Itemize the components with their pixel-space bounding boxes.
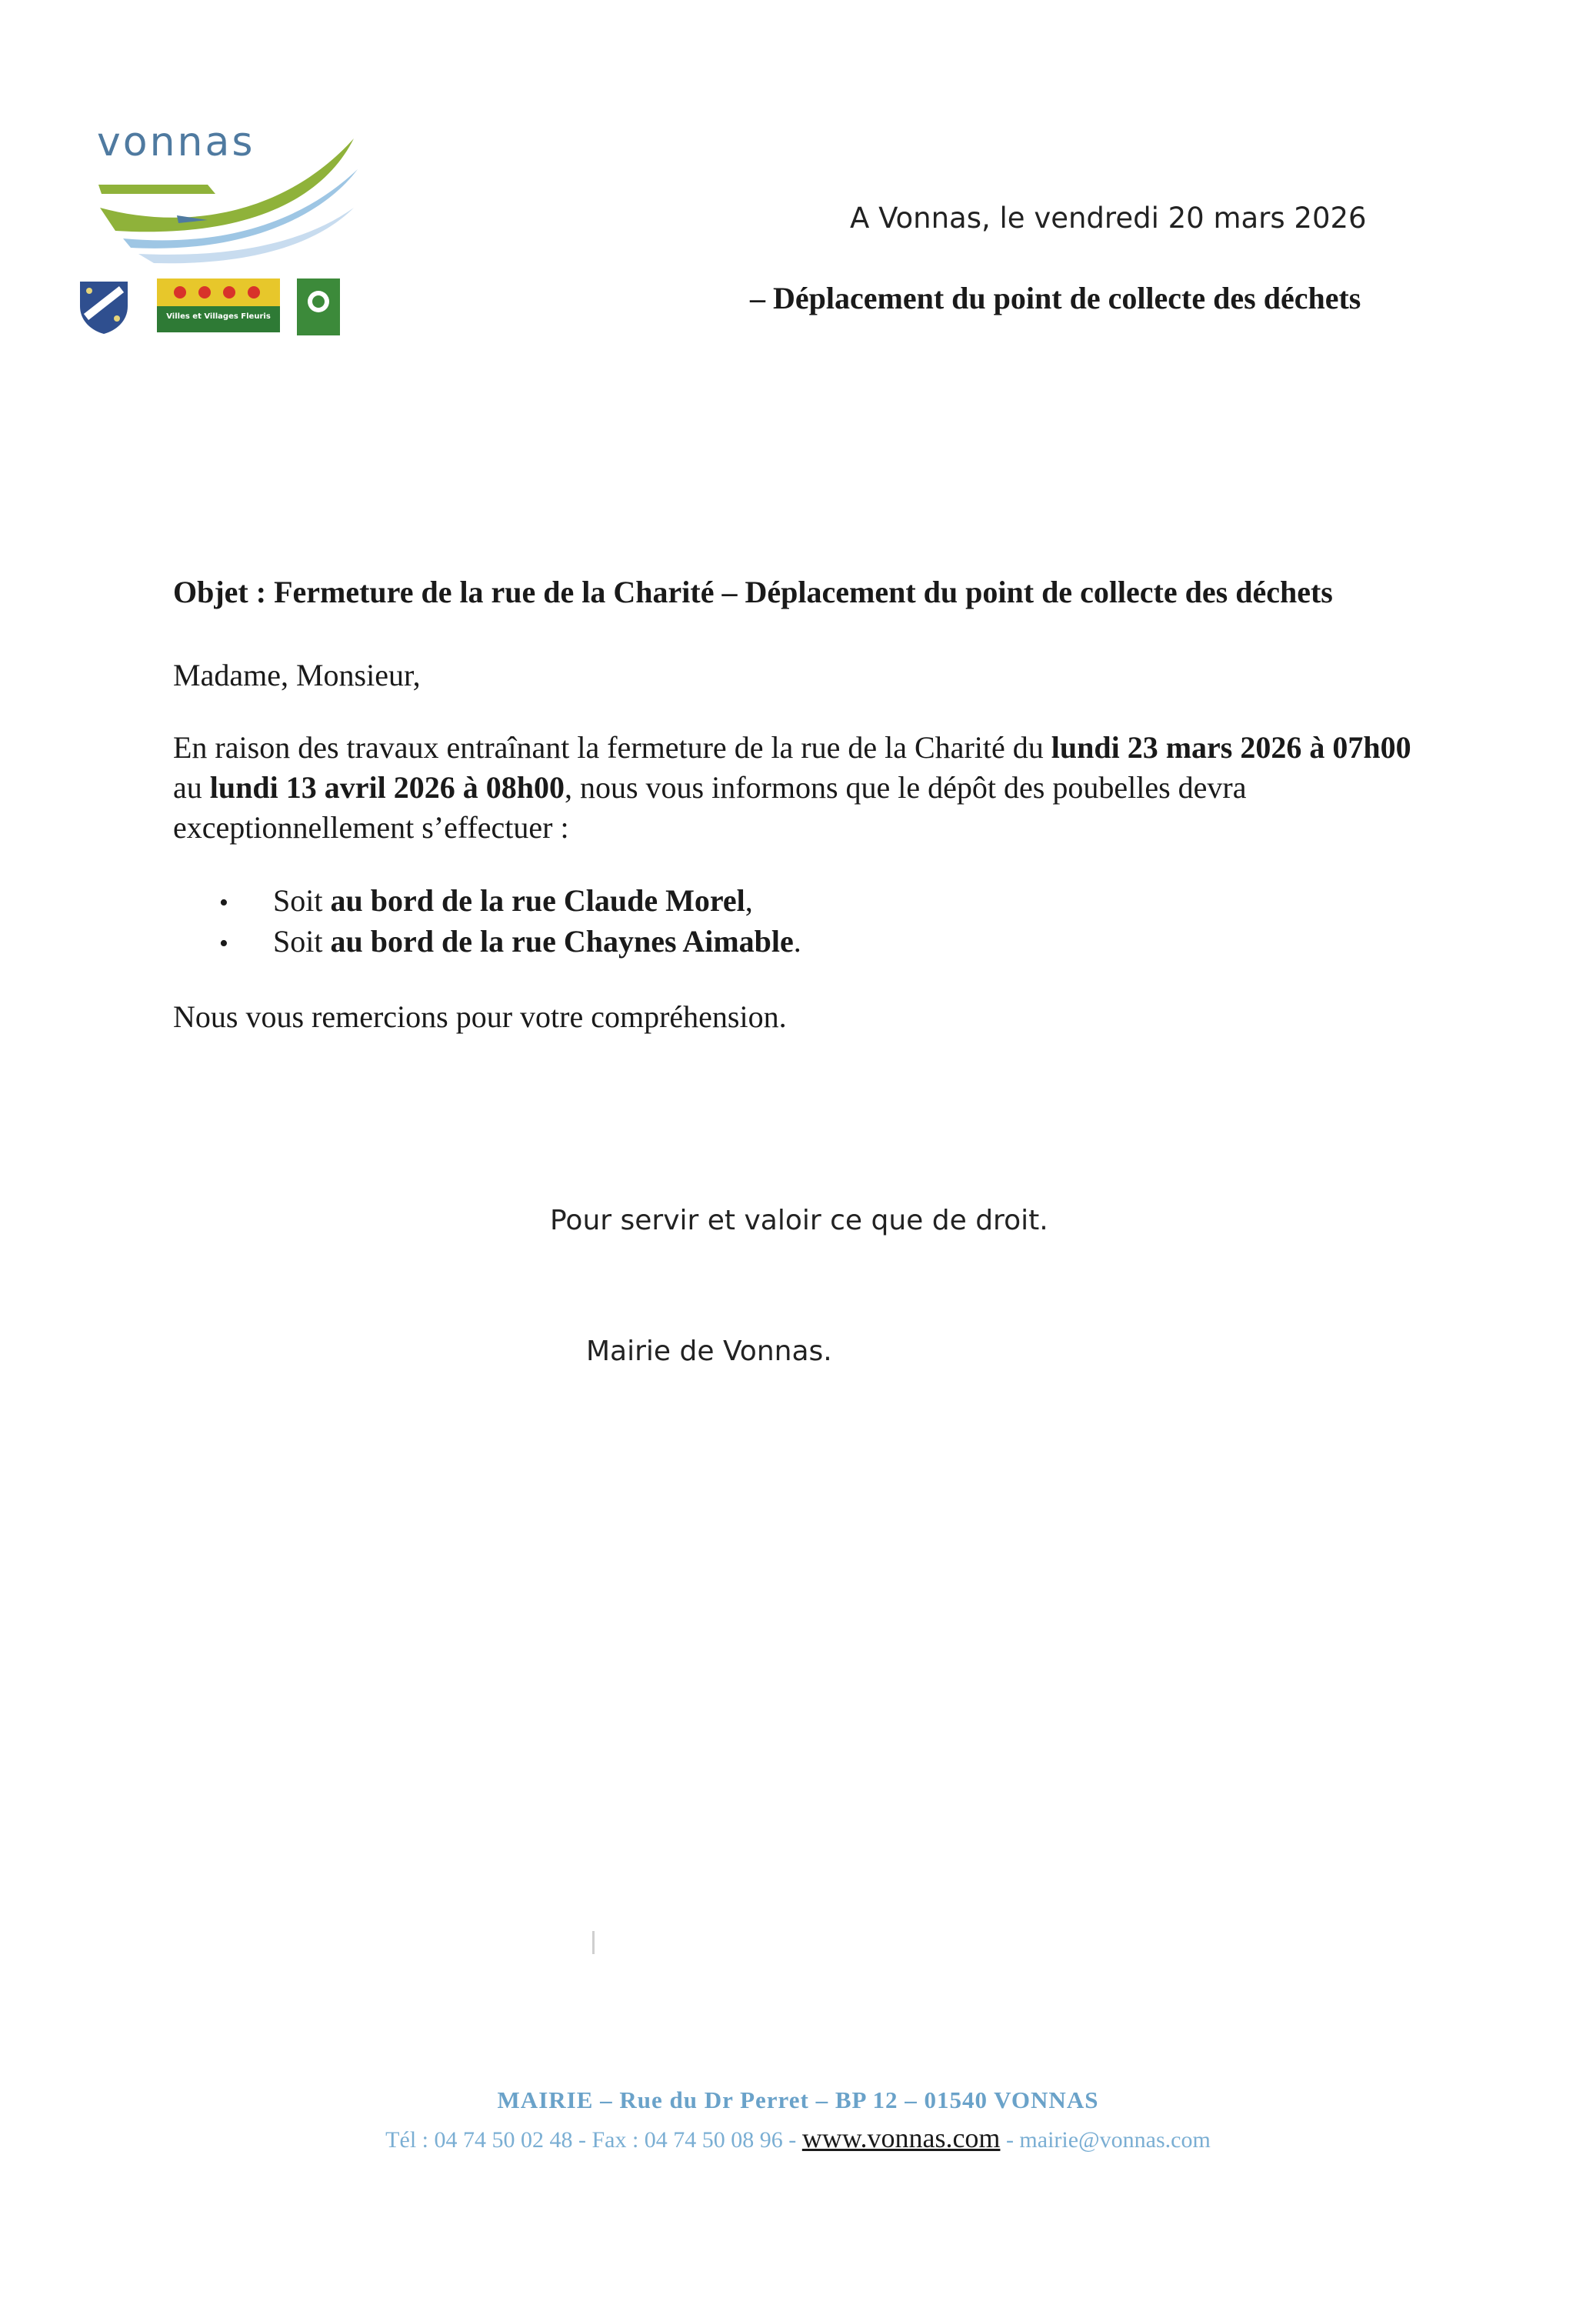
closing-formula: Pour servir et valoir ce que de droit. bbox=[550, 1205, 1048, 1236]
villes-villages-fleuris-badge bbox=[157, 278, 280, 332]
body-paragraph bbox=[173, 728, 1427, 848]
para-text-2: au bbox=[173, 770, 210, 805]
footer-tel-fax: Tél : 04 74 50 02 48 - Fax : 04 74 50 08 96 - bbox=[385, 2127, 802, 2153]
badge-label: Villes et Villages Fleuris bbox=[166, 312, 271, 321]
bullet-suffix: . bbox=[793, 924, 801, 959]
para-start-date: lundi 23 mars 2026 à 07h00 bbox=[1051, 730, 1411, 765]
bullet-list bbox=[219, 882, 801, 963]
footer-address: MAIRIE – Rue du Dr Perret – BP 12 – 01540 VONNAS bbox=[497, 2086, 1099, 2113]
coat-of-arms-icon bbox=[77, 278, 131, 335]
bullet-prefix: Soit bbox=[273, 883, 331, 918]
para-text-3: , nous vous informons que le dépôt des poubelles devra exceptionnellement s’effectuer : bbox=[173, 770, 1247, 845]
footer-contact bbox=[0, 2122, 1596, 2154]
bullet-glyph: • bbox=[219, 889, 228, 917]
green-label-badge-icon bbox=[297, 278, 340, 335]
thanks-line: Nous vous remercions pour votre compréhension. bbox=[173, 999, 787, 1034]
bullet-suffix: , bbox=[745, 883, 753, 918]
bullet-location: au bord de la rue Claude Morel bbox=[330, 883, 745, 918]
logo-swoosh-icon bbox=[92, 123, 362, 269]
salutation: Madame, Monsieur, bbox=[173, 658, 421, 692]
footer-email: - mairie@vonnas.com bbox=[1000, 2127, 1211, 2153]
list-item bbox=[219, 922, 801, 963]
bullet-location: au bord de la rue Chaynes Aimable bbox=[330, 924, 794, 959]
list-item bbox=[219, 882, 801, 922]
para-end-date: lundi 13 avril 2026 à 08h00 bbox=[209, 770, 565, 805]
para-text-1: En raison des travaux entraînant la fermeture de la rue de la Charité du bbox=[173, 730, 1051, 765]
date-line: A Vonnas, le vendredi 20 mars 2026 bbox=[850, 202, 1367, 235]
header-subject: – Déplacement du point de collecte des déchets bbox=[750, 281, 1361, 315]
signature: Mairie de Vonnas. bbox=[586, 1336, 832, 1367]
footer-website-link[interactable]: www.vonnas.com bbox=[801, 2123, 1001, 2153]
bullet-prefix: Soit bbox=[273, 924, 331, 959]
scan-mark bbox=[592, 1931, 595, 1954]
bullet-glyph: • bbox=[219, 929, 228, 958]
logo-wordmark: vonnas bbox=[97, 119, 255, 165]
letter-object: Objet : Fermeture de la rue de la Charité – Déplacement du point de collecte des déchets bbox=[173, 575, 1333, 609]
